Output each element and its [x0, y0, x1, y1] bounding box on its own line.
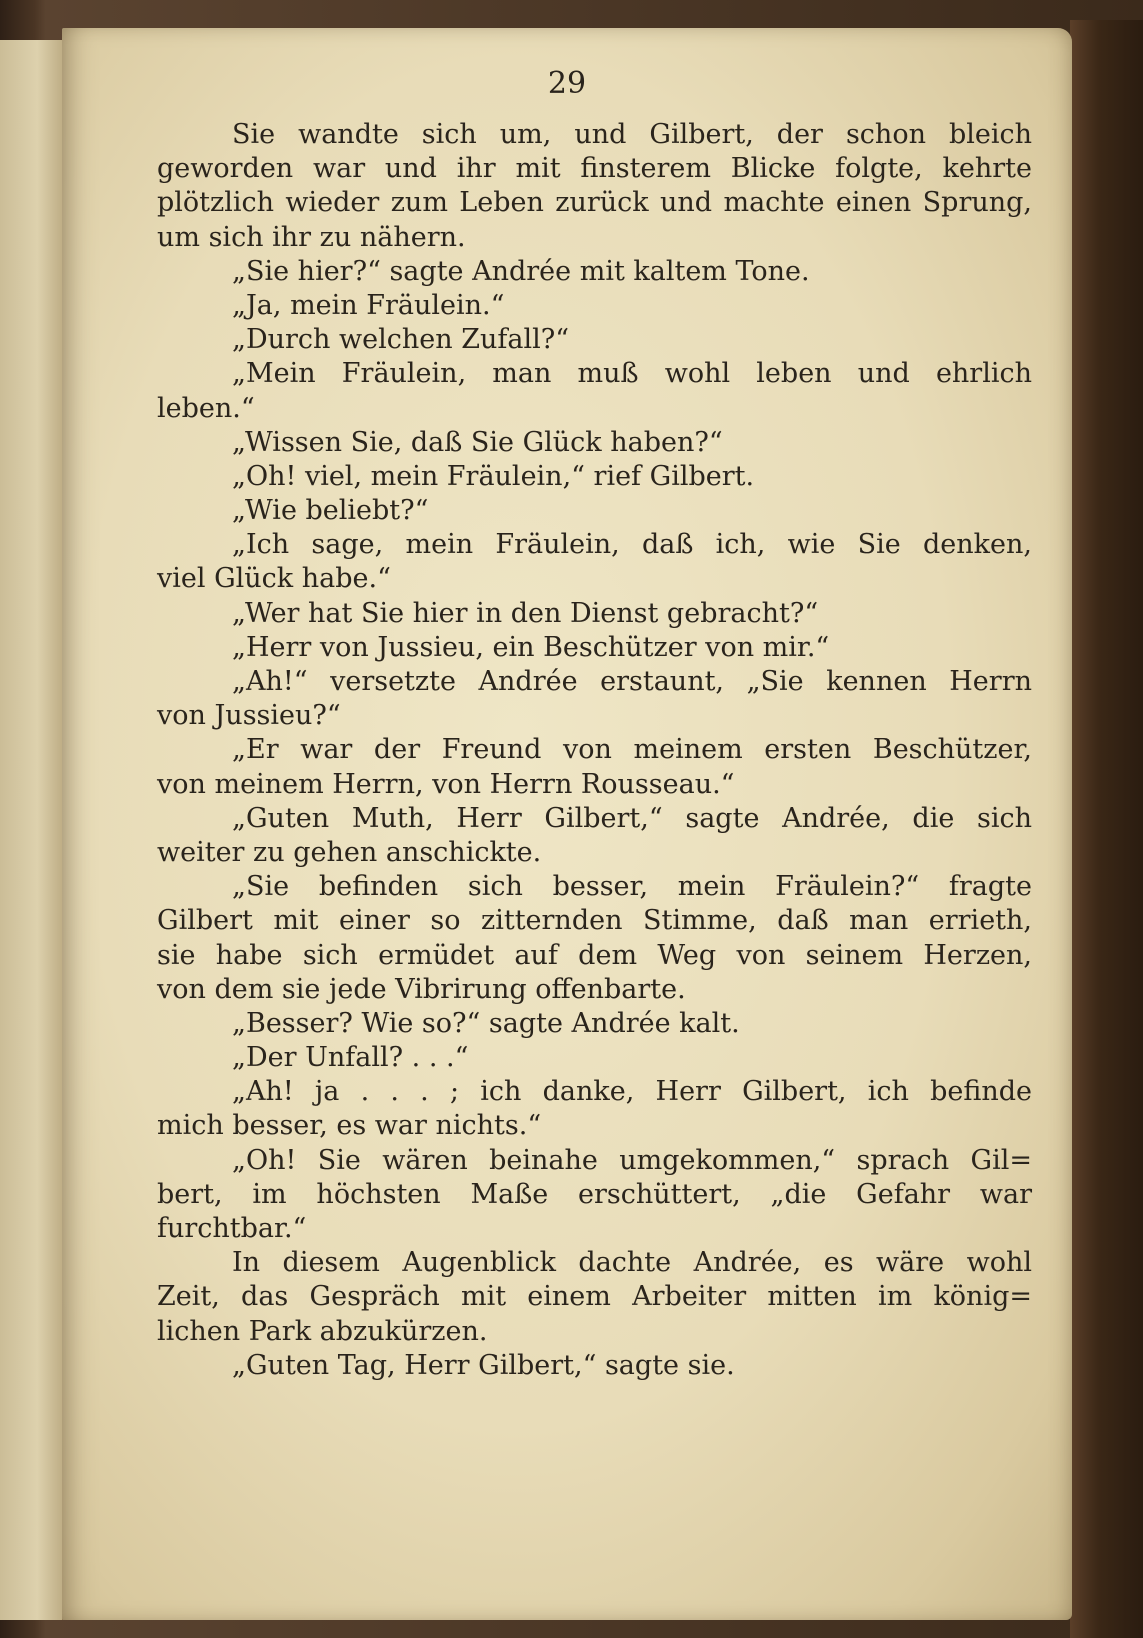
- text-line: plötzlich wieder zum Leben zurück und machte einen Sprung,: [157, 187, 1032, 219]
- text-line: „Wer hat Sie hier in den Dienst gebracht?“: [232, 597, 819, 629]
- page-text: [157, 118, 1032, 1383]
- text-line: „Er war der Freund von meinem ersten Beschützer,: [232, 734, 1032, 766]
- text-line: Zeit, das Gespräch mit einem Arbeiter mitten im könig=: [157, 1281, 1032, 1313]
- text-line: weiter zu gehen anschickte.: [157, 836, 542, 868]
- text-line: „Ich sage, mein Fräulein, daß ich, wie Sie denken,: [232, 529, 1032, 561]
- text-line: mich besser, es war nichts.“: [157, 1110, 542, 1142]
- text-line: „Ja, mein Fräulein.“: [232, 289, 505, 321]
- text-line: „Mein Fräulein, man muß wohl leben und ehrlich: [232, 358, 1032, 390]
- text-line: In diesem Augenblick dachte Andrée, es wäre wohl: [232, 1247, 1032, 1279]
- text-line: furchtbar.“: [157, 1213, 307, 1244]
- text-line: „Ah! ja . . . ; ich danke, Herr Gilbert, ich befinde: [232, 1076, 1032, 1108]
- text-line: von Jussieu?“: [157, 700, 341, 732]
- text-line: bert, im höchsten Maße erschüttert, „die Gefahr war: [157, 1178, 1032, 1210]
- text-line: „Oh! viel, mein Fräulein,“ rief Gilbert.: [232, 460, 755, 492]
- text-line: „Wie beliebt?“: [232, 495, 429, 527]
- book-page: [62, 28, 1072, 1620]
- text-line: Sie wandte sich um, und Gilbert, der schon bleich: [232, 119, 1032, 150]
- text-line: von meinem Herrn, von Herrn Rousseau.“: [157, 768, 735, 800]
- text-line: „Besser? Wie so?“ sagte Andrée kalt.: [232, 1007, 740, 1039]
- page-number: 29: [547, 66, 587, 101]
- text-line: „Sie hier?“ sagte Andrée mit kaltem Tone.: [232, 255, 810, 287]
- text-line: leben.“: [157, 392, 255, 424]
- text-line: um sich ihr zu nähern.: [157, 221, 466, 253]
- text-line: sie habe sich ermüdet auf dem Weg von seinem Herzen,: [157, 939, 1032, 971]
- book-cover-edge: [1070, 20, 1143, 1638]
- left-page-edge: [0, 40, 64, 1620]
- text-line: Gilbert mit einer so zitternden Stimme, daß man errieth,: [157, 905, 1032, 937]
- text-line: „Ah!“ versetzte Andrée erstaunt, „Sie kennen Herrn: [232, 666, 1032, 697]
- text-line: „Wissen Sie, daß Sie Glück haben?“: [232, 426, 723, 458]
- text-line: viel Glück habe.“: [157, 563, 391, 595]
- text-line: „Guten Tag, Herr Gilbert,“ sagte sie.: [232, 1349, 735, 1381]
- text-line: von dem sie jede Vibrirung offenbarte.: [157, 973, 686, 1005]
- text-line: „Durch welchen Zufall?“: [232, 324, 569, 356]
- text-line: lichen Park abzukürzen.: [157, 1315, 488, 1347]
- text-line: „Oh! Sie wären beinahe umgekommen,“ sprach Gil=: [232, 1144, 1032, 1176]
- text-line: geworden war und ihr mit finsterem Blicke folgte, kehrte: [157, 153, 1032, 185]
- text-line: „Der Unfall? . . .“: [232, 1042, 469, 1074]
- text-line: „Guten Muth, Herr Gilbert,“ sagte Andrée, die sich: [232, 802, 1032, 834]
- text-line: „Herr von Jussieu, ein Beschützer von mir.“: [232, 631, 830, 663]
- text-line: „Sie befinden sich besser, mein Fräulein?“ fragte: [232, 871, 1032, 903]
